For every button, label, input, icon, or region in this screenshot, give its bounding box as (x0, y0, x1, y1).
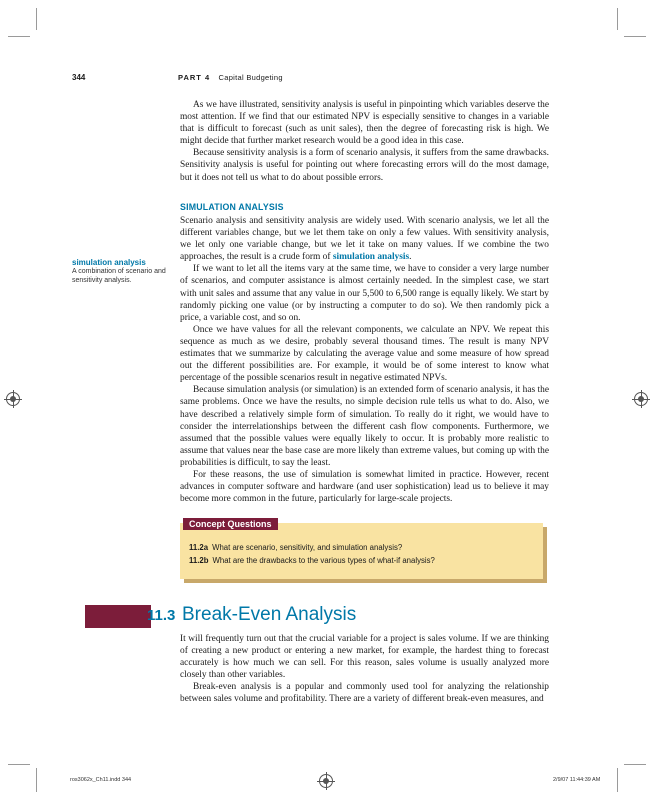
concept-question (189, 543, 402, 552)
paragraph: Because simulation analysis (or simulation) is an extended form of scenario analysis, it has the same problems. Once we have the results, no simple decision rule tells us what to do. Also, we have described a relatively simple form of simulation. To really do it right, we would have to consider the interrelationships between the different cash flow components. Furthermore, we assumed that the possible values were equally likely to occur. It is probably more realistic to assume that values near the base case are more likely than extreme values, but coming up with the probabilities is difficult, to say the least. (180, 385, 549, 468)
crop-mark (36, 768, 37, 792)
page-number: 344 (72, 73, 86, 82)
paragraph: If we want to let all the items vary at the same time, we have to consider a very large number of scenarios, and computer assistance is almost certainly needed. In the simplest case, we start with unit sales and assume that any value in our 5,500 to 6,500 range is equally likely. We start by randomly picking one value (or by instructing a computer to do so). We then randomly pick a price, a variable cost, and so on. (180, 264, 549, 323)
section-heading: SIMULATION ANALYSIS (180, 202, 284, 212)
crop-mark (36, 8, 37, 30)
breakeven-text (180, 633, 549, 706)
simulation-text (180, 215, 549, 505)
paragraph: Break-even analysis is a popular and commonly used tool for analyzing the relationship between sales volume and profitability. There are a variety of different break-even measures, and (180, 682, 549, 705)
paragraph: Once we have values for all the relevant components, we calculate an NPV. We repeat this sequence as much as we desire, probably several thousand times. The result is many NPV estimates that we summarize by calculating the average value and some measure of how spread out the different possibilities are. For example, it would be of some interest to know what percentage of the possible scenarios result in negative estimated NPVs. (180, 324, 549, 384)
crop-mark (617, 8, 618, 30)
question-text: What are the drawbacks to the various types of what-if analysis? (212, 556, 435, 565)
running-header (178, 73, 283, 82)
concept-question (189, 556, 435, 565)
crop-mark (617, 768, 618, 792)
registration-mark-right-icon (634, 392, 648, 406)
paragraph (180, 215, 549, 263)
paragraph: It will frequently turn out that the crucial variable for a project is sales volume. If we are thinking of creating a new product or entering a new market, for example, the hardest thing to forecast accurately is how much we can sell. For this reason, sales volume is usually analyzed more closely than other variables. (180, 634, 549, 681)
registration-mark-bottom-icon (319, 774, 333, 788)
part-label: PART 4 (178, 73, 211, 82)
section-number: 11.3 (147, 607, 176, 624)
part-title: Capital Budgeting (218, 73, 283, 82)
paragraph: As we have illustrated, sensitivity analysis is useful in pinpointing which variables deserve the most attention. If we find that our estimated NPV is especially sensitive to changes in a variable that is difficult to forecast (such as unit sales), then the degree of forecasting risk is high. We might decide that further market research would be a good idea in this case. (180, 100, 549, 147)
concept-questions-title: Concept Questions (183, 518, 278, 530)
question-text: What are scenario, sensitivity, and simulation analysis? (212, 543, 403, 552)
crop-mark (8, 764, 30, 765)
paragraph: For these reasons, the use of simulation is somewhat limited in practice. However, recent advances in computer software and hardware (and user sophistication) lead us to believe it may become more common in the future, particularly for large-scale projects. (180, 469, 549, 505)
key-term: simulation analysis (332, 252, 410, 263)
paragraph-text: . (409, 252, 412, 263)
registration-mark-left-icon (6, 392, 20, 406)
section-title: Break-Even Analysis (182, 604, 357, 625)
question-number: 11.2a (189, 543, 209, 552)
crop-mark (624, 36, 646, 37)
crop-mark (624, 764, 646, 765)
paragraph-text: Scenario analysis and sensitivity analysis are widely used. With scenario analysis, we let all the different variables change, but we let them take on only a few values. With sensitivity analysis, we let only one variable change, but we let it take on many values. If we combine the two approaches, the result is a crude form of (180, 216, 549, 263)
file-slug: ros3062x_Ch11.indd 344 (70, 777, 132, 783)
margin-definition: A combination of scenario and sensitivity analysis. (72, 268, 166, 284)
print-timestamp: 2/9/07 11:44:39 AM (553, 777, 601, 783)
question-number: 11.2b (189, 556, 209, 565)
paragraph: Because sensitivity analysis is a form of scenario analysis, it suffers from the same drawbacks. Sensitivity analysis is useful for pointing out where forecasting errors will do the most damage, but it does not tell us what to do about possible errors. (180, 148, 549, 183)
intro-text (180, 99, 549, 184)
margin-term: simulation analysis (72, 258, 146, 267)
section-color-bar (85, 605, 151, 628)
crop-mark (8, 36, 30, 37)
